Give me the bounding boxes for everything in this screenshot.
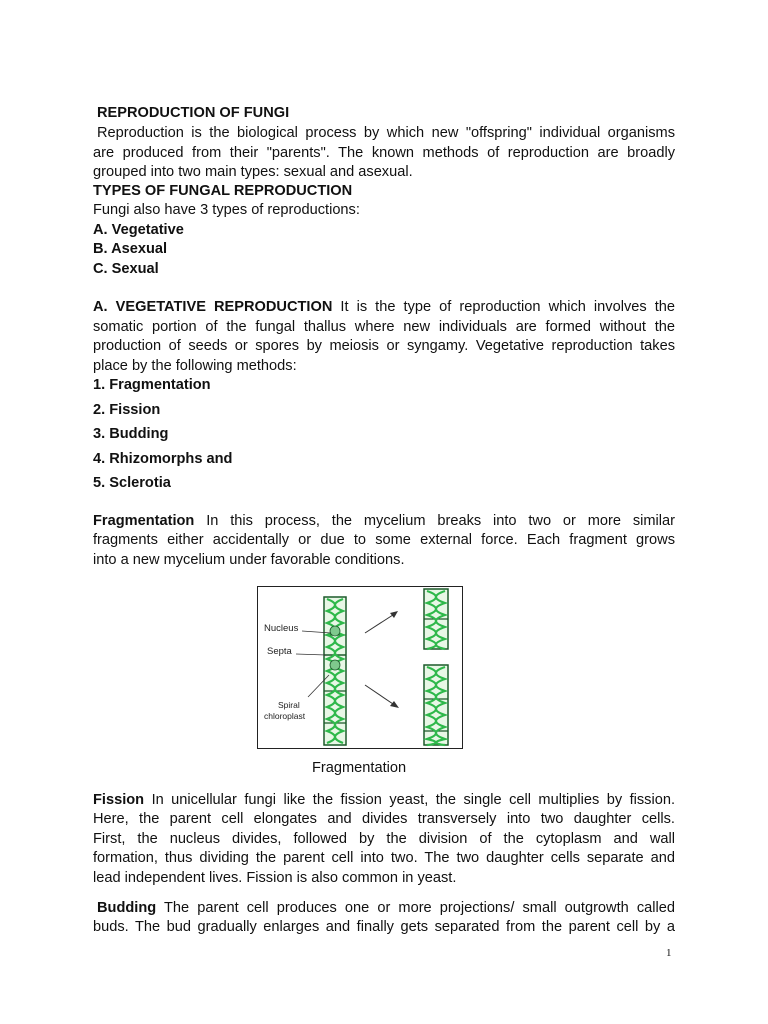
filament-left — [324, 597, 346, 745]
filament-right-top — [424, 589, 448, 649]
types-intro: Fungi also have 3 types of reproductions: — [93, 202, 360, 218]
type-item-vegetative: A. Vegetative — [93, 222, 184, 238]
fragmentation-line-2: fragments either accidentally or due to some external force. Each fragment grows — [93, 532, 675, 548]
method-fragmentation: 1. Fragmentation — [93, 377, 211, 393]
page-title: REPRODUCTION OF FUNGI — [97, 105, 290, 121]
vegetative-line-1 — [93, 298, 675, 318]
intro-line-2: are produced from their "parents". The known methods of reproduction are broadly — [93, 145, 675, 161]
fragmentation-line-3: into a new mycelium under favorable conditions. — [93, 552, 405, 568]
figure-caption: Fragmentation — [312, 760, 407, 776]
nucleus-mark — [330, 626, 340, 636]
intro-line-1: Reproduction is the biological process by which new "offspring" individual organisms — [97, 125, 675, 141]
page-number: 1 — [666, 947, 672, 959]
method-rhizomorphs: 4. Rhizomorphs and — [93, 451, 233, 467]
fission-line-2: Here, the parent cell elongates and divides transversely into two daughter cells. — [93, 811, 675, 827]
vegetative-text-1: It is the type of reproduction which involves the — [340, 299, 675, 315]
budding-heading: Budding — [97, 900, 157, 916]
septa-pointer — [296, 654, 326, 655]
method-fission: 2. Fission — [93, 402, 161, 418]
fragmentation-figure — [257, 586, 463, 749]
fission-line-1 — [93, 791, 675, 811]
fission-line-4: formation, thus dividing the parent cell into two. The two daughter cells separate and — [93, 850, 675, 866]
vegetative-line-2: somatic portion of the fungal thallus where new individuals are formed without the — [93, 319, 675, 335]
label-spiral: Spiral — [278, 700, 300, 710]
arrow-up-right — [365, 611, 398, 633]
label-nucleus: Nucleus — [264, 623, 299, 634]
fragmentation-heading: Fragmentation — [93, 513, 195, 529]
budding-line-2: buds. The bud gradually enlarges and finally gets separated from the parent cell by a — [93, 919, 675, 935]
fission-line-3: First, the nucleus divides, followed by the division of the cytoplasm and wall — [93, 831, 675, 847]
vegetative-heading: A. VEGETATIVE REPRODUCTION — [93, 299, 333, 315]
budding-text-1: The parent cell produces one or more projections/ small outgrowth called — [164, 900, 675, 916]
method-budding: 3. Budding — [93, 426, 169, 442]
fragmentation-line-1 — [93, 512, 675, 532]
label-chloroplast: chloroplast — [264, 711, 306, 721]
fission-heading: Fission — [93, 792, 145, 808]
fragmentation-text-1: In this process, the mycelium breaks into two or more similar — [206, 513, 675, 529]
fission-text-1: In unicellular fungi like the fission yeast, the single cell multiplies by fission. — [151, 792, 675, 808]
vegetative-line-4: place by the following methods: — [93, 358, 297, 374]
fission-line-5: lead independent lives. Fission is also common in yeast. — [93, 870, 457, 886]
fragmentation-diagram — [258, 587, 462, 748]
arrow-down-right — [365, 685, 399, 708]
filament-right-bottom — [424, 665, 448, 745]
type-item-sexual: C. Sexual — [93, 261, 159, 277]
label-septa: Septa — [267, 646, 292, 657]
intro-line-3: grouped into two main types: sexual and asexual. — [93, 164, 413, 180]
type-item-asexual: B. Asexual — [93, 241, 168, 257]
budding-line-1 — [97, 899, 675, 919]
vegetative-line-3: production of seeds or spores by meiosis or syngamy. Vegetative reproduction takes — [93, 338, 675, 354]
types-heading: TYPES OF FUNGAL REPRODUCTION — [93, 183, 353, 199]
method-sclerotia: 5. Sclerotia — [93, 475, 171, 491]
